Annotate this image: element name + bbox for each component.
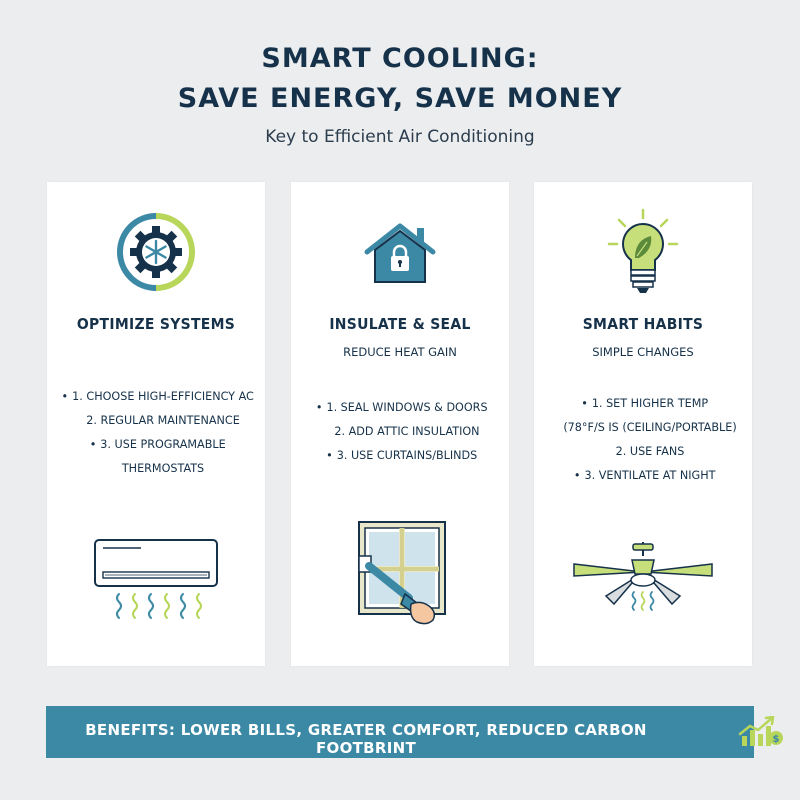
list-item bbox=[47, 409, 265, 433]
subtitle: Key to Efficient Air Conditioning bbox=[265, 127, 535, 147]
list-item: • 3. USE CURTAINS/BLINDS bbox=[291, 444, 509, 468]
card-heading: INSULATE & SEAL bbox=[329, 315, 471, 333]
svg-text:$: $ bbox=[772, 734, 780, 745]
list-item: • 1. SEAL WINDOWS & DOORS bbox=[291, 396, 509, 420]
list-item: • 3. USE PROGRAMABLE bbox=[47, 433, 265, 457]
ceiling-fan-icon bbox=[568, 542, 718, 622]
tip-text: 1. SEAL WINDOWS & DOORS bbox=[326, 401, 488, 414]
gear-snowflake-icon bbox=[114, 210, 198, 294]
tip-text: 3. VENTILATE AT NIGHT bbox=[584, 469, 716, 482]
tip-list bbox=[291, 396, 509, 468]
card-optimize-systems bbox=[47, 182, 265, 666]
tip-text: THERMOSTATS bbox=[121, 462, 205, 475]
tip-text: 3. USE PROGRAMABLE bbox=[100, 438, 226, 451]
list-item bbox=[534, 416, 752, 440]
tip-text: 2. USE FANS bbox=[615, 445, 685, 458]
title-line-2: SAVE ENERGY, SAVE MONEY bbox=[177, 83, 623, 114]
title-line-1: SMART COOLING: bbox=[261, 43, 539, 74]
lightbulb-leaf-icon bbox=[603, 206, 683, 298]
tip-text: 2. ADD ATTIC INSULATION bbox=[334, 425, 480, 438]
card-smart-habits bbox=[534, 182, 752, 666]
tip-text: (78°F/S IS (CEILING/PORTABLE) bbox=[563, 421, 737, 434]
tip-text: 2. REGULAR MAINTENANCE bbox=[86, 414, 240, 427]
tip-list bbox=[534, 392, 752, 488]
air-conditioner-icon bbox=[91, 538, 221, 622]
card-subheading: SIMPLE CHANGES bbox=[592, 345, 694, 359]
list-item bbox=[47, 457, 265, 481]
house-lock-icon bbox=[361, 220, 439, 286]
benefits-banner bbox=[46, 706, 780, 758]
window-caulk-icon bbox=[345, 518, 455, 628]
tip-text: 1. CHOOSE HIGH-EFFICIENCY AC bbox=[72, 390, 254, 403]
tip-list bbox=[47, 385, 265, 481]
list-item: • 1. CHOOSE HIGH-EFFICIENCY AC bbox=[47, 385, 265, 409]
list-item: • 3. VENTILATE AT NIGHT bbox=[534, 464, 752, 488]
card-heading: OPTIMIZE SYSTEMS bbox=[76, 315, 236, 333]
benefits-text: BENEFITS: LOWER BILLS, GREATER COMFORT, REDUCED CARBON FOOTBRINT bbox=[85, 721, 647, 757]
list-item bbox=[534, 440, 752, 464]
list-item: • 1. SET HIGHER TEMP bbox=[534, 392, 752, 416]
list-item bbox=[291, 420, 509, 444]
card-insulate-seal bbox=[291, 182, 509, 666]
card-subheading: REDUCE HEAT GAIN bbox=[343, 345, 457, 359]
tip-text: 3. USE CURTAINS/BLINDS bbox=[336, 449, 478, 462]
tip-text: 1. SET HIGHER TEMP bbox=[591, 397, 709, 410]
card-heading: SMART HABITS bbox=[582, 315, 704, 333]
savings-chart-icon bbox=[738, 716, 784, 748]
